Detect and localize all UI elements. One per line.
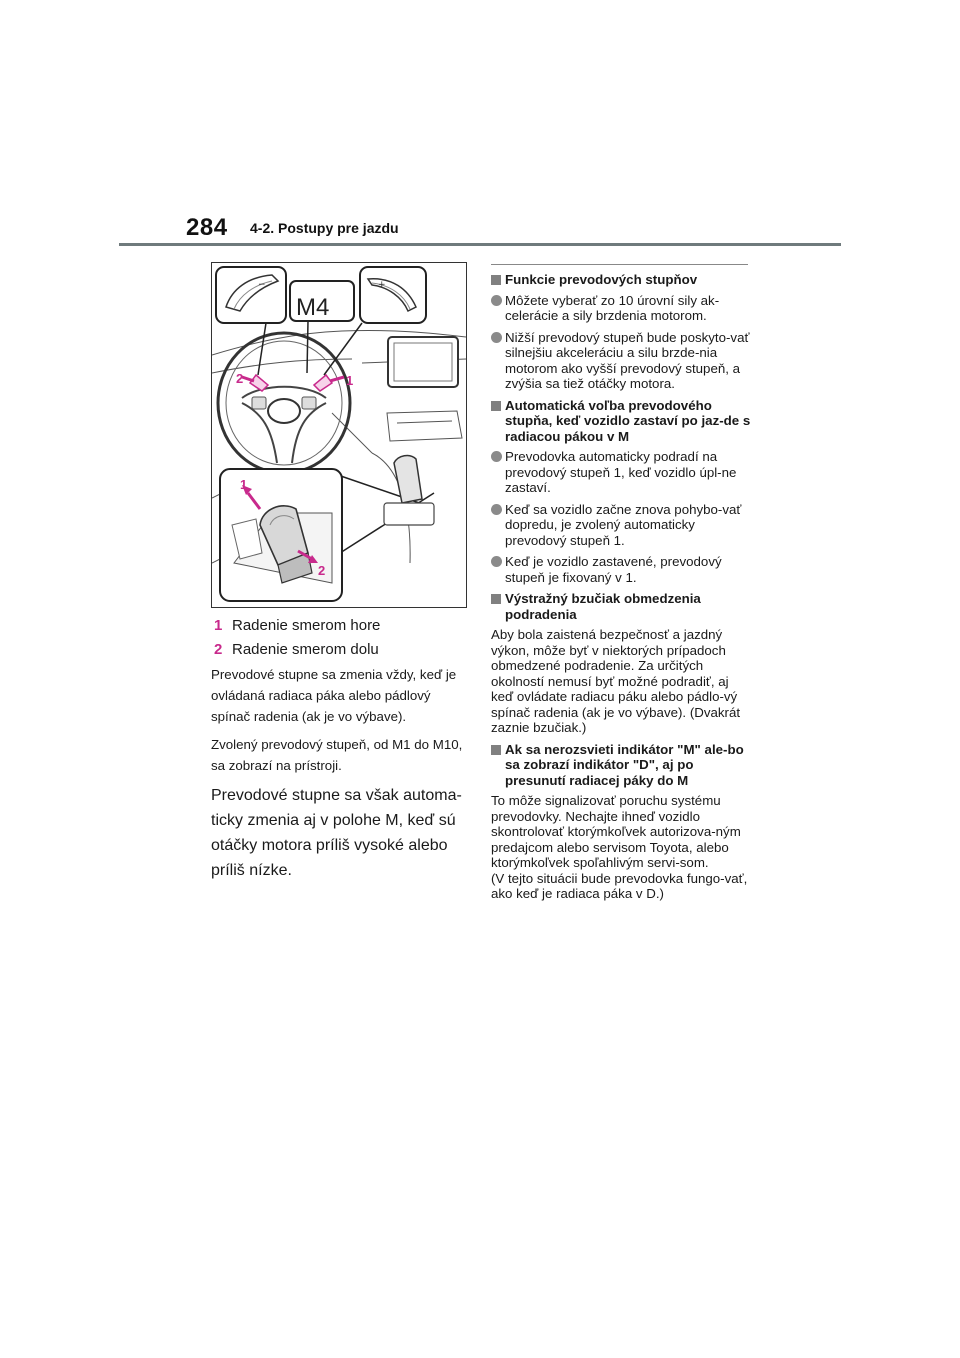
steering-wheel — [218, 333, 350, 473]
round-bullet-icon — [491, 295, 502, 306]
right-column — [491, 264, 753, 908]
shifter-detail-inset — [220, 469, 342, 601]
page-number: 284 — [186, 214, 228, 241]
column-rule — [491, 264, 748, 265]
arrow-upshift-paddle — [330, 377, 344, 381]
bullet-item: Keď je vozidlo zastavené, prevodový stupeň je fixovaný v 1. — [491, 554, 753, 585]
paddle-inset-right — [360, 267, 426, 323]
square-bullet-icon — [491, 745, 501, 755]
left-column-text — [211, 664, 473, 890]
paragraph: To môže signalizovať poruchu systému prevodovky. Nechajte ihneď vozidlo skontrolovať ktorýmkoľvek autorizova-ným predajcom alebo servisom Toyota, alebo ktorýmkoľvek spoľahlivým servi-som. (V tejto situácii bude prevodovka fungo-vať, ako keď je radiaca páka v D.) — [491, 793, 748, 901]
illustration-drawing — [212, 263, 466, 607]
legend-item — [214, 614, 380, 638]
section-heading: Ak sa nerozsvieti indikátor "M" ale-bo sa zobrazí indikátor "D", aj po presunutí radiacej páky do M — [491, 742, 753, 789]
legend-label: Radenie smerom dolu — [232, 641, 379, 658]
callout-1-lever: 1 — [240, 477, 248, 492]
paddle-minus — [250, 375, 268, 391]
bullet-item: Môžete vyberať zo 10 úrovní sily ak-celerácie a sily brzdenia motorom. — [491, 293, 753, 324]
round-bullet-icon — [491, 504, 502, 515]
figure-legend — [214, 614, 380, 662]
section-heading: Automatická voľba prevodového stupňa, keď vozidlo zastaví po jaz-de s radiacou pákou v M — [491, 398, 753, 445]
paragraph: Aby bola zaistená bezpečnosť a jazdný výkon, môže byť v niektorých prípadoch obmedzené podradenie. Za určitých okolností nemusí byť možné podradiť, aj keď ovládate radiacu páku alebo pádlo-vý spínač radenia (ak je vo výbave). (Dvakrát zaznie bzučiak.) — [491, 627, 741, 735]
section-title: 4-2. Postupy pre jazdu — [250, 220, 399, 236]
square-bullet-icon — [491, 594, 501, 604]
header-rule — [119, 243, 841, 246]
section-heading: Výstražný bzučiak obmedzenia podradenia — [491, 591, 753, 622]
shift-illustration — [211, 262, 467, 608]
paddle-plus — [314, 375, 332, 391]
display-label: M4 — [296, 294, 330, 321]
bullet-item: Prevodovka automaticky podradí na prevodový stupeň 1, keď vozidlo úpl-ne zastaví. — [491, 449, 753, 496]
callout-2-lever: 2 — [318, 563, 326, 578]
paddle-inset-left — [216, 267, 286, 323]
paragraph: Zvolený prevodový stupeň, od M1 do M10, sa zobrazí na prístroji. — [211, 737, 463, 773]
svg-text:−: − — [258, 280, 266, 290]
section-heading: Funkcie prevodových stupňov — [491, 272, 753, 288]
arrow-downshift-paddle — [242, 377, 254, 381]
legend-number: 2 — [214, 641, 223, 658]
gear-display-inset — [290, 281, 354, 321]
square-bullet-icon — [491, 275, 501, 285]
paragraph: Prevodové stupne sa však automa-ticky zmenia aj v polohe M, keď sú otáčky motora príliš vysoké alebo príliš nízke. — [211, 787, 462, 879]
center-screen — [388, 337, 458, 387]
round-bullet-icon — [491, 451, 502, 462]
round-bullet-icon — [491, 332, 502, 343]
svg-text:+: + — [378, 280, 386, 290]
legend-label: Radenie smerom hore — [232, 617, 381, 634]
bullet-item: Keď sa vozidlo začne znova pohybo-vať dopredu, je zvolený automaticky prevodový stupeň 1. — [491, 502, 753, 549]
legend-number: 1 — [214, 617, 223, 634]
legend-item — [214, 638, 380, 662]
callout-1-paddle: 1 — [346, 373, 354, 388]
console-shifter — [384, 456, 434, 525]
bullet-item: Nižší prevodový stupeň bude poskyto-vať silnejšiu akceleráciu a silu brzde-nia motorom ako vyšší prevodový stupeň, a zvýšia sa tiež otáčky motora. — [491, 330, 753, 392]
callout-2-paddle: 2 — [236, 371, 244, 386]
paragraph: Prevodové stupne sa zmenia vždy, keď je ovládaná radiaca páka alebo pádlový spínač radenia (ak je vo výbave). — [211, 667, 457, 724]
round-bullet-icon — [491, 556, 502, 567]
square-bullet-icon — [491, 401, 501, 411]
